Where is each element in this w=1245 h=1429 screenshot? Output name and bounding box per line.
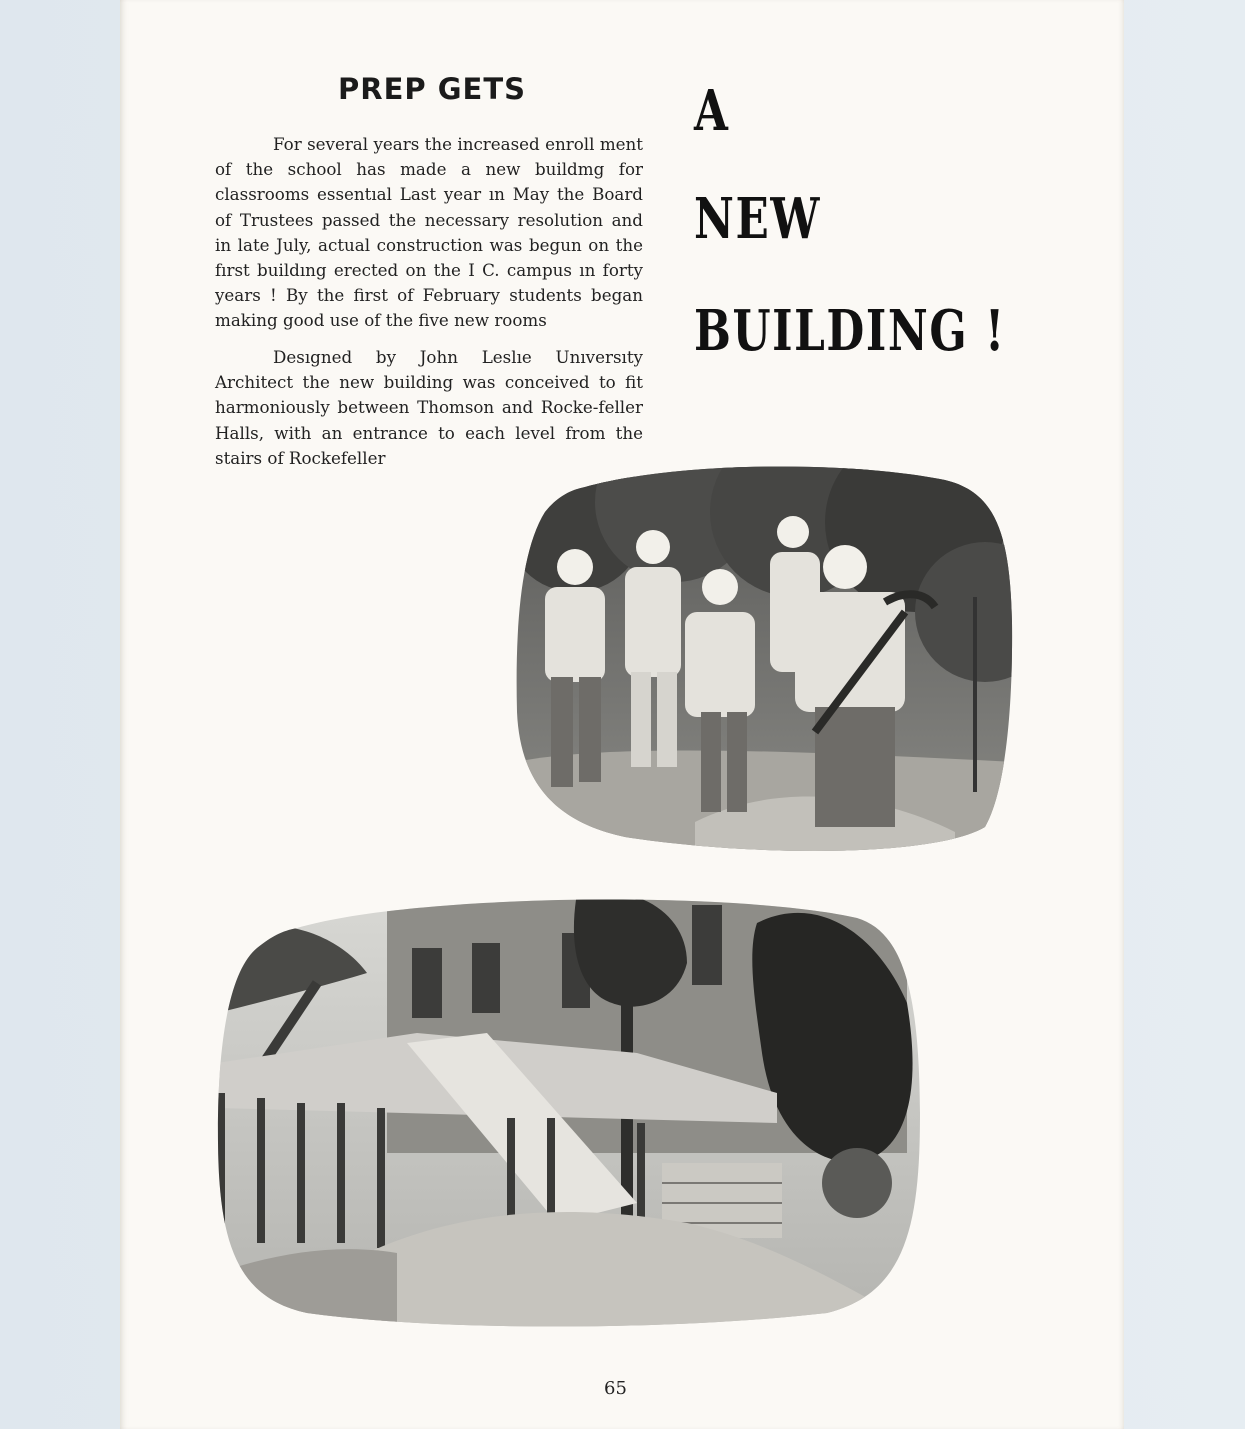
headline-line-3: BUILDING ! (694, 298, 1006, 364)
groundbreaking-photo (515, 462, 1015, 857)
headline-line-2: NEW (694, 186, 821, 252)
article-paragraph-1: For several years the increased enroll ment of the school has made a new buildmg for classrooms essentıal Last year ın May the Board of Trustees passed the necessary resolution and in late July, actual construction was begun on the fırst buildıng erected on the I C. campus ın forty years ! By the first of February students began making good use of the five new rooms (215, 134, 643, 331)
construction-photo (217, 893, 921, 1328)
headline-line-1: A (694, 78, 730, 144)
yearbook-page (120, 0, 1124, 1429)
article-kicker: PREP GETS (338, 72, 527, 106)
article-paragraph-2: Desıgned by John Leslıe Unıversıty Architect the new building was conceived to fit harmoniously between Thomson and Rocke-feller Halls, with an entrance to each level from the stairs of Rockefeller (215, 347, 643, 468)
page-number: 65 (604, 1378, 627, 1399)
